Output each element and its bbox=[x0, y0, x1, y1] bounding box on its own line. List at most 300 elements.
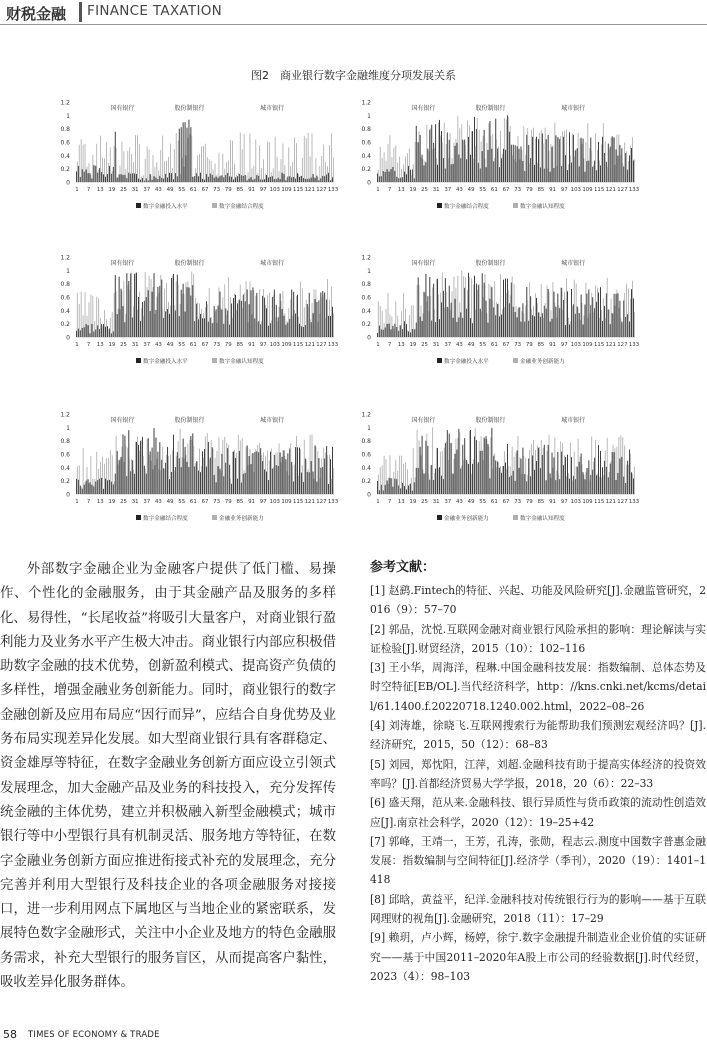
bar bbox=[438, 468, 439, 494]
bar bbox=[249, 179, 250, 182]
bar bbox=[309, 293, 310, 337]
bar bbox=[242, 438, 243, 494]
bar bbox=[448, 158, 449, 182]
bar bbox=[523, 313, 524, 337]
bar bbox=[218, 437, 219, 494]
bar bbox=[169, 314, 170, 337]
bar bbox=[261, 168, 262, 182]
bar bbox=[257, 173, 258, 182]
bar bbox=[86, 169, 87, 182]
bar bbox=[304, 440, 305, 494]
bar bbox=[280, 179, 281, 182]
bar bbox=[502, 466, 503, 494]
bar bbox=[498, 462, 499, 494]
bar bbox=[564, 131, 565, 182]
bar bbox=[618, 437, 619, 494]
bar bbox=[436, 448, 437, 494]
bar bbox=[588, 161, 589, 182]
bar bbox=[190, 436, 191, 494]
bar bbox=[496, 467, 497, 494]
bar bbox=[277, 452, 278, 494]
bar bbox=[284, 165, 285, 182]
bar bbox=[443, 291, 444, 337]
x-tick-label: 13 bbox=[96, 499, 104, 505]
bar bbox=[389, 324, 390, 337]
bar bbox=[537, 162, 538, 182]
bar bbox=[276, 305, 277, 337]
bar bbox=[506, 120, 507, 182]
bar bbox=[175, 467, 176, 494]
bar bbox=[598, 142, 599, 182]
bar bbox=[613, 445, 614, 494]
bar bbox=[157, 452, 158, 494]
bar bbox=[594, 161, 595, 182]
bar bbox=[261, 455, 262, 494]
y-tick-label: 0.2 bbox=[60, 321, 70, 329]
bar bbox=[402, 329, 403, 337]
bar bbox=[264, 179, 265, 182]
bar bbox=[583, 139, 584, 182]
bar bbox=[532, 137, 533, 182]
bar bbox=[242, 308, 243, 337]
x-tick-label: 13 bbox=[397, 499, 405, 505]
bar bbox=[565, 325, 566, 337]
bar bbox=[129, 459, 130, 494]
bar bbox=[565, 457, 566, 494]
bar bbox=[182, 457, 183, 494]
bar bbox=[471, 278, 472, 337]
bar bbox=[184, 167, 185, 182]
bar bbox=[391, 157, 392, 182]
bar bbox=[475, 146, 476, 182]
x-tick-label: 31 bbox=[131, 187, 139, 193]
bar bbox=[274, 290, 275, 337]
bar bbox=[506, 293, 507, 337]
bar bbox=[260, 448, 261, 494]
bar bbox=[578, 133, 579, 182]
bar bbox=[451, 303, 452, 337]
bar bbox=[405, 157, 406, 182]
chart-svg bbox=[48, 92, 340, 230]
bar bbox=[322, 176, 323, 182]
bar bbox=[202, 179, 203, 182]
bar bbox=[123, 462, 124, 494]
bar bbox=[95, 482, 96, 494]
bar bbox=[620, 318, 621, 337]
bar bbox=[505, 150, 506, 182]
x-tick-label: 19 bbox=[108, 342, 116, 348]
bar bbox=[397, 316, 398, 337]
bar bbox=[407, 330, 408, 337]
x-tick-label: 67 bbox=[201, 342, 209, 348]
group-label: 国有银行 bbox=[411, 105, 436, 112]
bar bbox=[273, 168, 274, 182]
bar bbox=[587, 123, 588, 182]
bar bbox=[593, 312, 594, 337]
bar bbox=[550, 473, 551, 494]
bar bbox=[379, 490, 380, 494]
bar bbox=[569, 479, 570, 494]
bar bbox=[540, 167, 541, 182]
bar bbox=[411, 478, 412, 494]
bar bbox=[486, 436, 487, 494]
bar bbox=[314, 289, 315, 337]
bar bbox=[179, 316, 180, 337]
bar bbox=[131, 154, 132, 182]
bar bbox=[605, 318, 606, 337]
chart-svg bbox=[349, 247, 641, 385]
bar bbox=[462, 318, 463, 337]
y-tick-label: 0 bbox=[66, 179, 70, 187]
bar bbox=[510, 126, 511, 182]
bar bbox=[450, 310, 451, 337]
bar bbox=[453, 318, 454, 337]
bar bbox=[509, 132, 510, 182]
bar bbox=[245, 473, 246, 494]
bar bbox=[404, 486, 405, 494]
bar bbox=[438, 295, 439, 337]
bar bbox=[552, 147, 553, 182]
bar bbox=[550, 172, 551, 182]
bar bbox=[447, 132, 448, 182]
x-tick-label: 1 bbox=[75, 342, 79, 348]
bar bbox=[391, 317, 392, 337]
bar bbox=[267, 451, 268, 494]
bar bbox=[492, 469, 493, 494]
bar bbox=[136, 442, 137, 494]
bar bbox=[157, 287, 158, 337]
bar bbox=[529, 282, 530, 337]
bar bbox=[134, 173, 135, 182]
group-label: 城市银行 bbox=[260, 105, 285, 112]
bar bbox=[633, 478, 634, 494]
bar bbox=[290, 299, 291, 337]
bar bbox=[224, 284, 225, 337]
bar bbox=[114, 482, 115, 494]
x-tick-label: 109 bbox=[582, 499, 593, 505]
bar bbox=[178, 285, 179, 337]
bar bbox=[305, 459, 306, 494]
bar bbox=[444, 307, 445, 337]
x-tick-label: 25 bbox=[120, 342, 127, 348]
bar bbox=[119, 174, 120, 182]
bar bbox=[625, 317, 626, 337]
bar bbox=[436, 279, 437, 337]
bar bbox=[385, 172, 386, 182]
bar bbox=[140, 441, 141, 494]
bar bbox=[515, 145, 516, 182]
bar bbox=[602, 321, 603, 337]
bar bbox=[412, 329, 413, 337]
bar bbox=[478, 163, 479, 182]
bar bbox=[299, 324, 300, 337]
bar bbox=[248, 465, 249, 494]
bar bbox=[123, 306, 124, 337]
y-tick-label: 0.6 bbox=[361, 294, 371, 302]
bar bbox=[218, 288, 219, 337]
bar bbox=[255, 296, 256, 337]
bar bbox=[555, 307, 556, 337]
bar bbox=[562, 310, 563, 337]
bar bbox=[584, 475, 585, 494]
bar bbox=[265, 173, 266, 182]
reference-item: [7] 郭峰，王靖一，王芳，孔涛，张勋，程志云.测度中国数字普惠金融发展：指数编制与空间特征[J].经济学（季刊），2020（19）：1401–1418 bbox=[370, 834, 706, 887]
bar bbox=[201, 466, 202, 494]
bar bbox=[476, 440, 477, 494]
bar bbox=[381, 176, 382, 182]
bar bbox=[601, 144, 602, 182]
x-tick-label: 31 bbox=[131, 499, 139, 505]
bar bbox=[634, 159, 635, 182]
bar bbox=[418, 277, 419, 337]
bar bbox=[610, 147, 611, 182]
bar bbox=[603, 123, 604, 182]
bar bbox=[468, 273, 469, 337]
bar bbox=[436, 159, 437, 182]
x-tick-label: 1 bbox=[75, 499, 79, 505]
references bbox=[370, 556, 706, 986]
bar bbox=[603, 475, 604, 494]
bar bbox=[461, 271, 462, 337]
x-tick-label: 13 bbox=[397, 342, 405, 348]
x-tick-label: 127 bbox=[316, 187, 327, 193]
bar bbox=[197, 302, 198, 337]
bar bbox=[417, 430, 418, 494]
bar bbox=[257, 445, 258, 494]
bar bbox=[82, 328, 83, 337]
bar bbox=[183, 439, 184, 494]
bar bbox=[378, 301, 379, 337]
bar bbox=[483, 136, 484, 182]
bar bbox=[149, 276, 150, 337]
bar bbox=[191, 271, 192, 337]
bar bbox=[570, 321, 571, 337]
x-tick-label: 127 bbox=[316, 499, 327, 505]
bar bbox=[79, 145, 80, 182]
bar bbox=[136, 174, 137, 182]
bar bbox=[315, 178, 316, 182]
bar bbox=[479, 130, 480, 182]
bar bbox=[452, 291, 453, 337]
bar bbox=[164, 161, 165, 182]
bar bbox=[618, 473, 619, 494]
y-tick-label: 0.6 bbox=[60, 451, 70, 459]
legend-swatch bbox=[437, 515, 442, 520]
bar bbox=[131, 273, 132, 337]
bar bbox=[273, 468, 274, 494]
bar bbox=[618, 308, 619, 337]
bar bbox=[145, 159, 146, 182]
bar bbox=[448, 308, 449, 337]
bar bbox=[403, 164, 404, 182]
bar bbox=[135, 273, 136, 337]
bar bbox=[223, 324, 224, 337]
bar bbox=[430, 128, 431, 182]
bar bbox=[189, 134, 190, 182]
bar bbox=[240, 284, 241, 337]
bar bbox=[175, 310, 176, 337]
group-label: 城市银行 bbox=[561, 260, 586, 267]
bar bbox=[317, 302, 318, 337]
bar bbox=[410, 484, 411, 494]
bar bbox=[420, 317, 421, 337]
bar bbox=[151, 175, 152, 182]
x-tick-label: 109 bbox=[582, 342, 593, 348]
bar bbox=[191, 440, 192, 494]
bar bbox=[591, 293, 592, 337]
bar bbox=[589, 148, 590, 182]
bar bbox=[477, 464, 478, 494]
x-tick-label: 19 bbox=[108, 499, 116, 505]
bar bbox=[247, 445, 248, 494]
bar bbox=[210, 318, 211, 337]
bar bbox=[158, 170, 159, 182]
bar bbox=[146, 474, 147, 494]
bar bbox=[137, 310, 138, 337]
bar bbox=[296, 436, 297, 494]
bar bbox=[543, 144, 544, 182]
reference-item: [1] 赵鹞.Fintech的特征、兴起、功能及风险研究[J].金融监管研究，2016（9）：57–70 bbox=[370, 584, 706, 617]
reference-item: [8] 邱晗，黄益平，纪洋.金融科技对传统银行行为的影响——基于互联网理财的视角[J].金融研究，2018（11）：17–29 bbox=[370, 892, 706, 926]
bar bbox=[115, 132, 116, 182]
bar bbox=[226, 443, 227, 494]
bar bbox=[482, 451, 483, 494]
x-tick-label: 91 bbox=[549, 342, 556, 348]
y-tick-label: 0.2 bbox=[60, 166, 70, 174]
bar bbox=[622, 437, 623, 494]
bar bbox=[272, 176, 273, 182]
bar bbox=[539, 447, 540, 494]
bar bbox=[552, 453, 553, 494]
bar bbox=[408, 486, 409, 494]
bar bbox=[265, 456, 266, 494]
bar bbox=[627, 314, 628, 337]
bar bbox=[106, 142, 107, 182]
bar bbox=[396, 327, 397, 337]
bar bbox=[161, 460, 162, 494]
bar bbox=[432, 149, 433, 182]
bar bbox=[455, 288, 456, 337]
bar bbox=[256, 175, 257, 182]
bar bbox=[607, 167, 608, 182]
bar bbox=[495, 315, 496, 337]
bar bbox=[460, 312, 461, 337]
bar bbox=[412, 491, 413, 494]
bar bbox=[220, 175, 221, 182]
bar bbox=[453, 474, 454, 494]
bar bbox=[471, 474, 472, 494]
bar bbox=[106, 319, 107, 337]
x-tick-label: 133 bbox=[628, 187, 640, 193]
bar bbox=[117, 451, 118, 494]
bar bbox=[142, 437, 143, 494]
y-tick-label: 1.2 bbox=[60, 411, 70, 419]
y-tick-label: 1.2 bbox=[361, 254, 371, 262]
bar bbox=[391, 329, 392, 337]
reference-list bbox=[370, 581, 706, 986]
bar bbox=[386, 309, 387, 337]
bar bbox=[428, 311, 429, 337]
bar bbox=[237, 303, 238, 337]
x-tick-label: 97 bbox=[560, 342, 568, 348]
bar bbox=[530, 296, 531, 337]
bar bbox=[302, 465, 303, 494]
bar bbox=[487, 313, 488, 337]
bar bbox=[543, 448, 544, 494]
x-tick-label: 67 bbox=[201, 187, 209, 193]
bar bbox=[213, 170, 214, 182]
bar bbox=[201, 146, 202, 182]
bar bbox=[548, 289, 549, 337]
bar bbox=[187, 281, 188, 337]
bar bbox=[466, 460, 467, 494]
bar bbox=[198, 471, 199, 494]
x-tick-label: 97 bbox=[560, 499, 568, 505]
bar bbox=[129, 290, 130, 337]
y-tick-label: 1 bbox=[66, 112, 70, 120]
bar bbox=[545, 128, 546, 182]
bar bbox=[498, 303, 499, 337]
bar bbox=[268, 326, 269, 337]
bar bbox=[462, 140, 463, 182]
bar bbox=[521, 150, 522, 182]
bar bbox=[216, 482, 217, 494]
bar bbox=[461, 124, 462, 182]
y-tick-label: 1 bbox=[367, 112, 371, 120]
bar bbox=[172, 168, 173, 182]
x-tick-label: 61 bbox=[490, 187, 498, 193]
bar bbox=[390, 455, 391, 494]
bar bbox=[223, 177, 224, 182]
bar bbox=[472, 464, 473, 494]
bar bbox=[250, 449, 251, 494]
bar bbox=[589, 313, 590, 337]
bar bbox=[304, 307, 305, 337]
bar bbox=[203, 146, 204, 182]
bar bbox=[446, 292, 447, 337]
bar bbox=[181, 467, 182, 494]
bar bbox=[154, 167, 155, 182]
bar bbox=[590, 475, 591, 494]
bar bbox=[281, 159, 282, 182]
bar bbox=[186, 156, 187, 183]
bar bbox=[472, 131, 473, 182]
bar bbox=[460, 468, 461, 494]
bar bbox=[289, 319, 290, 337]
bar bbox=[537, 446, 538, 494]
bar bbox=[189, 467, 190, 494]
bar bbox=[535, 450, 536, 494]
bar bbox=[217, 451, 218, 494]
bar bbox=[321, 458, 322, 494]
bar bbox=[228, 277, 229, 337]
bar bbox=[474, 276, 475, 337]
bar bbox=[457, 276, 458, 337]
bar bbox=[271, 172, 272, 182]
bar bbox=[432, 427, 433, 494]
bar bbox=[117, 178, 118, 182]
bar bbox=[560, 136, 561, 182]
group-label: 城市银行 bbox=[260, 260, 285, 267]
bar bbox=[324, 292, 325, 337]
bar bbox=[221, 175, 222, 182]
bar bbox=[209, 288, 210, 337]
bar bbox=[179, 458, 180, 494]
bar bbox=[310, 435, 311, 494]
y-tick-label: 0 bbox=[367, 179, 371, 187]
bar bbox=[481, 436, 482, 494]
bar bbox=[275, 453, 276, 494]
